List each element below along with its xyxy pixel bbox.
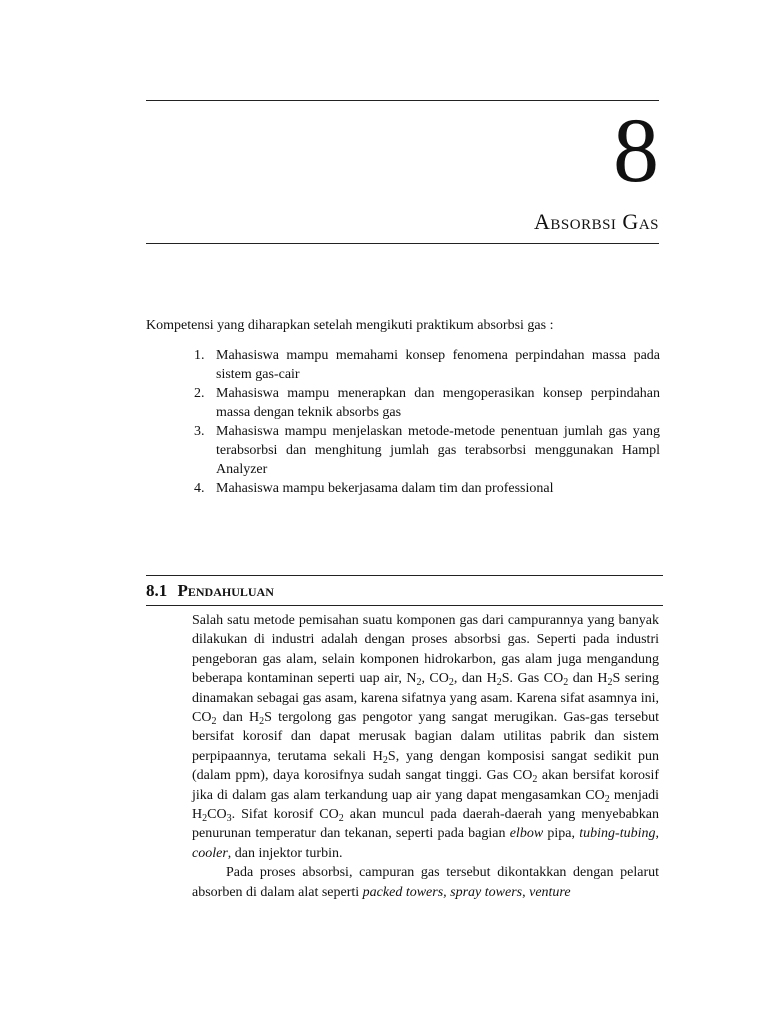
subscript: 3 [226,813,232,825]
top-rule [146,100,659,101]
subscript: 2 [607,677,613,689]
text-run: S tergolong gas pengotor yang sangat merugikan. Gas-gas tersebut bersifat korosif dan dapat merusak bagian dalam utilitas pabrik dan sistem perpipaannya, terutama sekali H [192,710,659,764]
paragraph [192,611,659,863]
list-item-number: 4. [194,481,205,496]
chapter-title: Absorbsi Gas [534,209,659,234]
list-item-text: Mahasiswa mampu memahami konsep fenomena perpindahan massa pada sistem gas-cair [216,348,660,382]
subscript: 2 [496,677,502,689]
text-run: , dan H [453,671,497,687]
italic-term: packed towers, spray towers [362,884,523,900]
text-run: akan bersifat korosif jika di dalam gas alam terkandung uap air yang dapat mengasamkan CO [192,768,659,803]
section-title: Pendahuluan [177,581,274,600]
text-run: Salah satu metode pemisahan suatu komponen gas dari campurannya yang banyak dilakukan di industri adalah dengan proses absorbsi gas. Seperti pada industri pengeboran gas alam, selain komponen hidrokarbon, gas alam juga mengandung beberapa kontaminan seperti uap air, N [192,613,659,687]
list-item-number: 3. [194,424,205,439]
list-item [189,479,660,498]
subscript: 2 [259,716,265,728]
paragraph [192,863,659,902]
competency-list [189,346,660,498]
text-run: S sering dinamakan sebagai gas asam, karena sifatnya yang asam. Karena sifat asamnya ini, CO [192,671,660,726]
subscript: 2 [604,793,610,805]
text-run: dan H [216,710,260,726]
text-run: . Sifat korosif CO [231,807,339,823]
text-run: S. Gas CO [501,671,564,687]
text-run: , CO [421,671,449,687]
text-run: S, yang dengan komposisi sangat sedikit pun (dalam ppm), daya korosifnya sudah sangat tinggi. Gas CO [192,748,659,784]
text-run: , [522,884,530,900]
text-run: Pada proses absorbsi, campuran gas tersebut dikontakkan dengan pelarut absorben di dalam alat seperti [192,865,659,900]
subscript: 2 [202,813,208,825]
section-body [192,611,659,902]
subscript: 2 [532,774,538,786]
section-number: 8.1 [146,581,168,600]
subscript: 2 [416,677,422,689]
list-item [189,422,660,479]
list-item-text: Mahasiswa mampu menerapkan dan mengoperasikan konsep perpindahan massa dengan teknik absorbs gas [216,386,660,420]
competency-intro: Kompetensi yang diharapkan setelah mengikuti praktikum absorbsi gas : [146,318,554,333]
list-item-number: 1. [194,348,205,363]
title-rule [146,243,659,244]
subscript: 2 [338,813,344,825]
list-item-text: Mahasiswa mampu menjelaskan metode-metode penentuan jumlah gas yang terabsorbsi dan menghitung jumlah gas terabsorbsi menggunakan Hampl Analyzer [216,424,660,477]
text-run: menjadi H [192,787,659,823]
text-run: , dan injektor turbin. [227,845,343,861]
section-rule [146,575,663,576]
text-run: , [655,826,659,842]
subscript: 2 [563,677,569,689]
subscript: 2 [382,754,388,766]
chapter-number: 8 [613,99,659,201]
text-run: akan muncul pada daerah-daerah yang menyebabkan penurunan temperatur dan tekanan, seperti pada bagian [192,807,659,842]
italic-term: cooler [192,845,228,861]
text-run: pipa, [543,826,580,842]
list-item [189,384,660,422]
text-run: CO [207,807,227,823]
section-bottom-rule [146,605,663,606]
list-item [189,346,660,384]
italic-term: elbow [509,826,544,842]
list-item-text: Mahasiswa mampu bekerjasama dalam tim dan professional [216,481,554,496]
italic-term: tubing-tubing [579,826,656,842]
section-heading [146,580,663,602]
italic-term: venture [529,884,571,900]
text-run: dan H [568,671,608,687]
subscript: 2 [211,716,217,728]
list-item-number: 2. [194,386,205,401]
subscript: 2 [448,677,454,689]
